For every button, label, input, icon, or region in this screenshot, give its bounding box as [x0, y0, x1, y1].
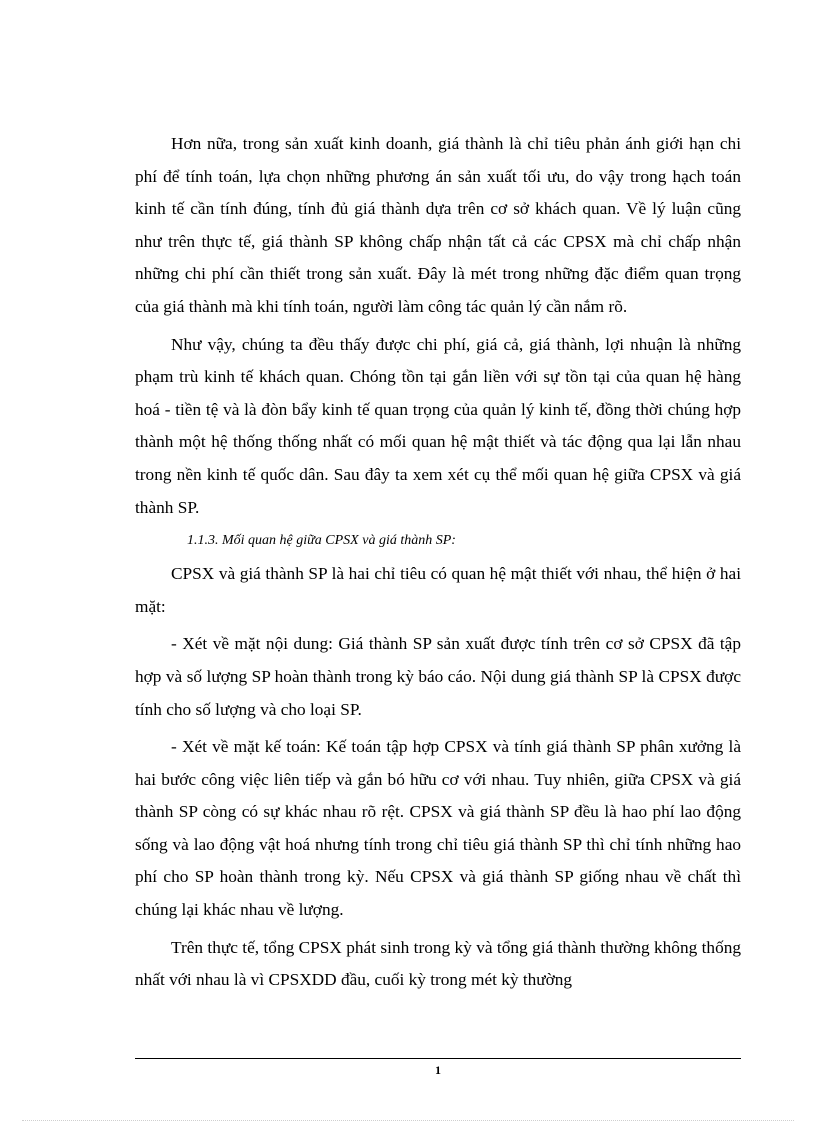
paragraph-pham-tru-kinh-te: Như vậy, chúng ta đều thấy được chi phí, giá cả, giá thành, lợi nhuận là những phạm trù kinh tế khách quan. Chóng tồn tại gắn liền với sự tồn tại của quan hệ hàng hoá - tiền tệ và là đòn bẩy kinh tế quan trọng của quản lý kinh tế, đồng thời chúng hợp thành một hệ thống thống nhất có mối quan hệ mật thiết và tác động qua lại lẫn nhau trong nền kinh tế quốc dân. Sau đây ta xem xét cụ thể mối quan hệ giữa CPSX và giá thành SP. [135, 334, 741, 517]
page-body [135, 128, 741, 1002]
paragraph-mat-noi-dung: - Xét về mặt nội dung: Giá thành SP sản xuất được tính trên cơ sở CPSX đã tập hợp và số lượng SP hoàn thành trong kỳ báo cáo. Nội dung giá thành SP là CPSX được tính cho số lượng và cho loại SP. [135, 634, 741, 719]
paragraph-gia-thanh-gioi-han: Hơn nữa, trong sản xuất kinh doanh, giá thành là chỉ tiêu phản ánh giới hạn chi phí để tính toán, lựa chọn những phương án sản xuất tối ưu, do vậy trong hạch toán kinh tế cần tính đúng, tính đủ giá thành dựa trên cơ sở khách quan. Về lý luận cũng như trên thực tế, giá thành SP không chấp nhận tất cả các CPSX mà chỉ chấp nhận những chi phí cần thiết trong sản xuất. Đây là mét trong những đặc điểm quan trọng của giá thành mà khi tính toán, người làm công tác quản lý cần nắm rõ. [135, 134, 741, 316]
paragraph-mat-ke-toan: - Xét về mặt kế toán: Kế toán tập hợp CPSX và tính giá thành SP phân xưởng là hai bước công việc liên tiếp và gắn bó hữu cơ với nhau. Tuy nhiên, giữa CPSX và giá thành SP còng có sự khác nhau rõ rệt. CPSX và giá thành SP đều là hao phí lao động sống và lao động vật hoá nhưng tính trong chỉ tiêu giá thành SP thì chỉ tính những hao phí cho SP hoàn thành trong kỳ. Nếu CPSX và giá thành SP giống nhau về chất thì chúng lại khác nhau về lượng. [135, 737, 741, 920]
paragraph-thuc-te: Trên thực tế, tổng CPSX phát sinh trong kỳ và tổng giá thành thường không thống nhất với nhau là vì CPSXDD đầu, cuối kỳ trong mét kỳ thường [135, 937, 741, 990]
section-heading: 1.1.3. Mối quan hệ giữa CPSX và giá thành SP: [187, 533, 456, 549]
page-number: 1 [435, 1063, 441, 1077]
page-edge-divider [22, 1120, 794, 1121]
paragraph-hai-mat: CPSX và giá thành SP là hai chỉ tiêu có quan hệ mật thiết với nhau, thể hiện ở hai mặt: [135, 564, 741, 616]
footer-divider [135, 1058, 741, 1059]
